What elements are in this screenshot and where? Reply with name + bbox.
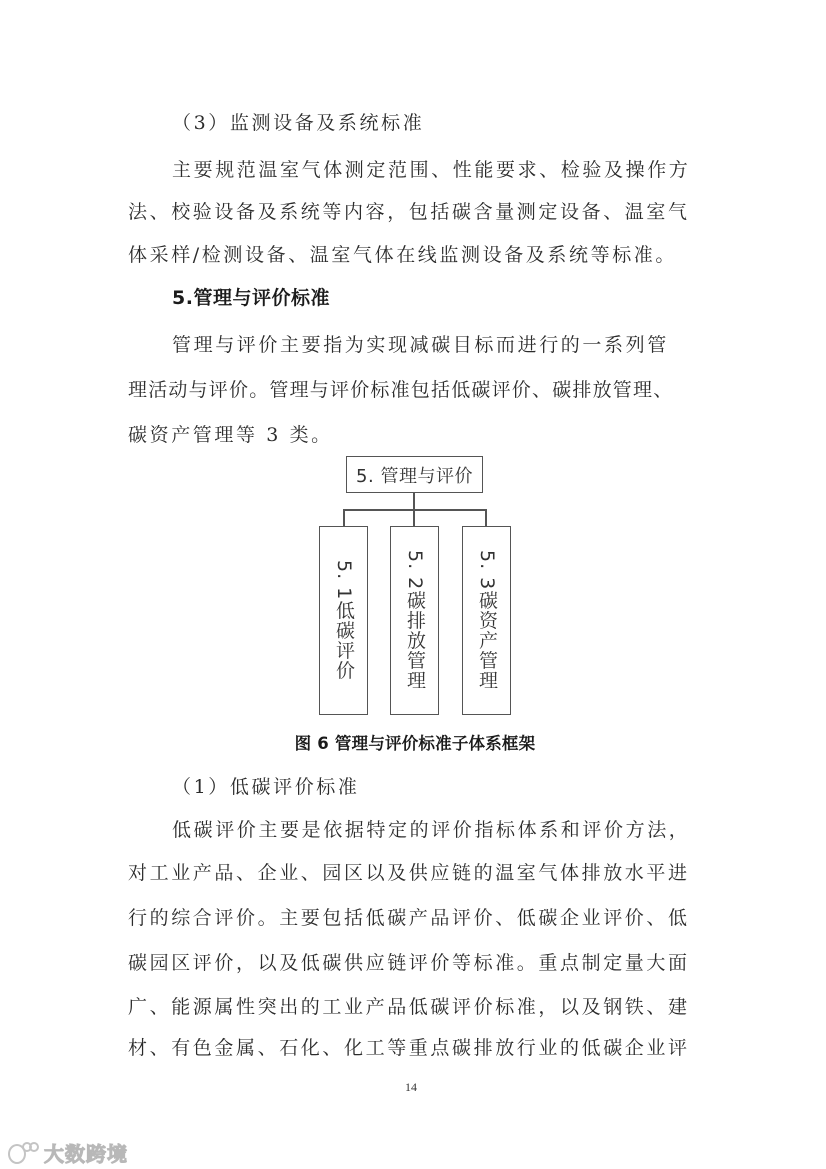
paragraph-line: 碳资产管理等 3 类。: [128, 424, 333, 446]
paragraph-line: 法、校验设备及系统等内容，包括碳含量测定设备、温室气: [128, 201, 690, 223]
diagram-root-node: [346, 456, 483, 493]
section-heading: 5.管理与评价标准: [172, 287, 330, 309]
connector-line: [343, 509, 345, 527]
paragraph-line: 体采样/检测设备、温室气体在线监测设备及系统等标准。: [128, 244, 678, 266]
paragraph-line: 管理与评价主要指为实现减碳目标而进行的一系列管: [172, 334, 669, 356]
connector-line: [413, 509, 415, 527]
subsection-title: （1）低碳评价标准: [172, 776, 360, 798]
diagram-root-label: 5. 管理与评价: [356, 465, 473, 487]
paragraph-line: 理活动与评价。管理与评价标准包括低碳评价、碳排放管理、: [128, 379, 674, 401]
paragraph-line: 碳园区评价，以及低碳供应链评价等标准。重点制定量大面: [128, 952, 690, 974]
paragraph-line: 低碳评价主要是依据特定的评价指标体系和评价方法，: [172, 819, 691, 841]
watermark-text: 大数跨境: [44, 1142, 128, 1166]
connector-line: [343, 509, 486, 511]
diagram-node-label: 5. 2碳排放管理: [404, 550, 426, 691]
paragraph-line: 材、有色金属、石化、化工等重点碳排放行业的低碳企业评: [128, 1037, 690, 1059]
page-number: 14: [405, 1080, 417, 1094]
diagram-node-label: 5. 1低碳评价: [333, 560, 355, 681]
diagram-node-low-carbon-evaluation: [319, 526, 368, 715]
connector-line: [413, 493, 415, 510]
diagram-node-carbon-asset-management: [462, 526, 511, 715]
subsection-title: （3）监测设备及系统标准: [172, 112, 425, 134]
paragraph-line: 行的综合评价。主要包括低碳产品评价、低碳企业评价、低: [128, 907, 690, 929]
diagram-node-label: 5. 3碳资产管理: [476, 550, 498, 691]
paragraph-line: 对工业产品、企业、园区以及供应链的温室气体排放水平进: [128, 862, 690, 884]
paragraph-line: 广、能源属性突出的工业产品低碳评价标准，以及钢铁、建: [128, 996, 690, 1018]
diagram-node-carbon-emission-management: [390, 526, 439, 715]
watermark: [8, 1138, 128, 1167]
figure-caption: 图 6 管理与评价标准子体系框架: [294, 734, 536, 753]
paragraph-line: 主要规范温室气体测定范围、性能要求、检验及操作方: [172, 159, 691, 181]
connector-line: [485, 509, 487, 527]
watermark-logo-icon: [8, 1142, 38, 1164]
